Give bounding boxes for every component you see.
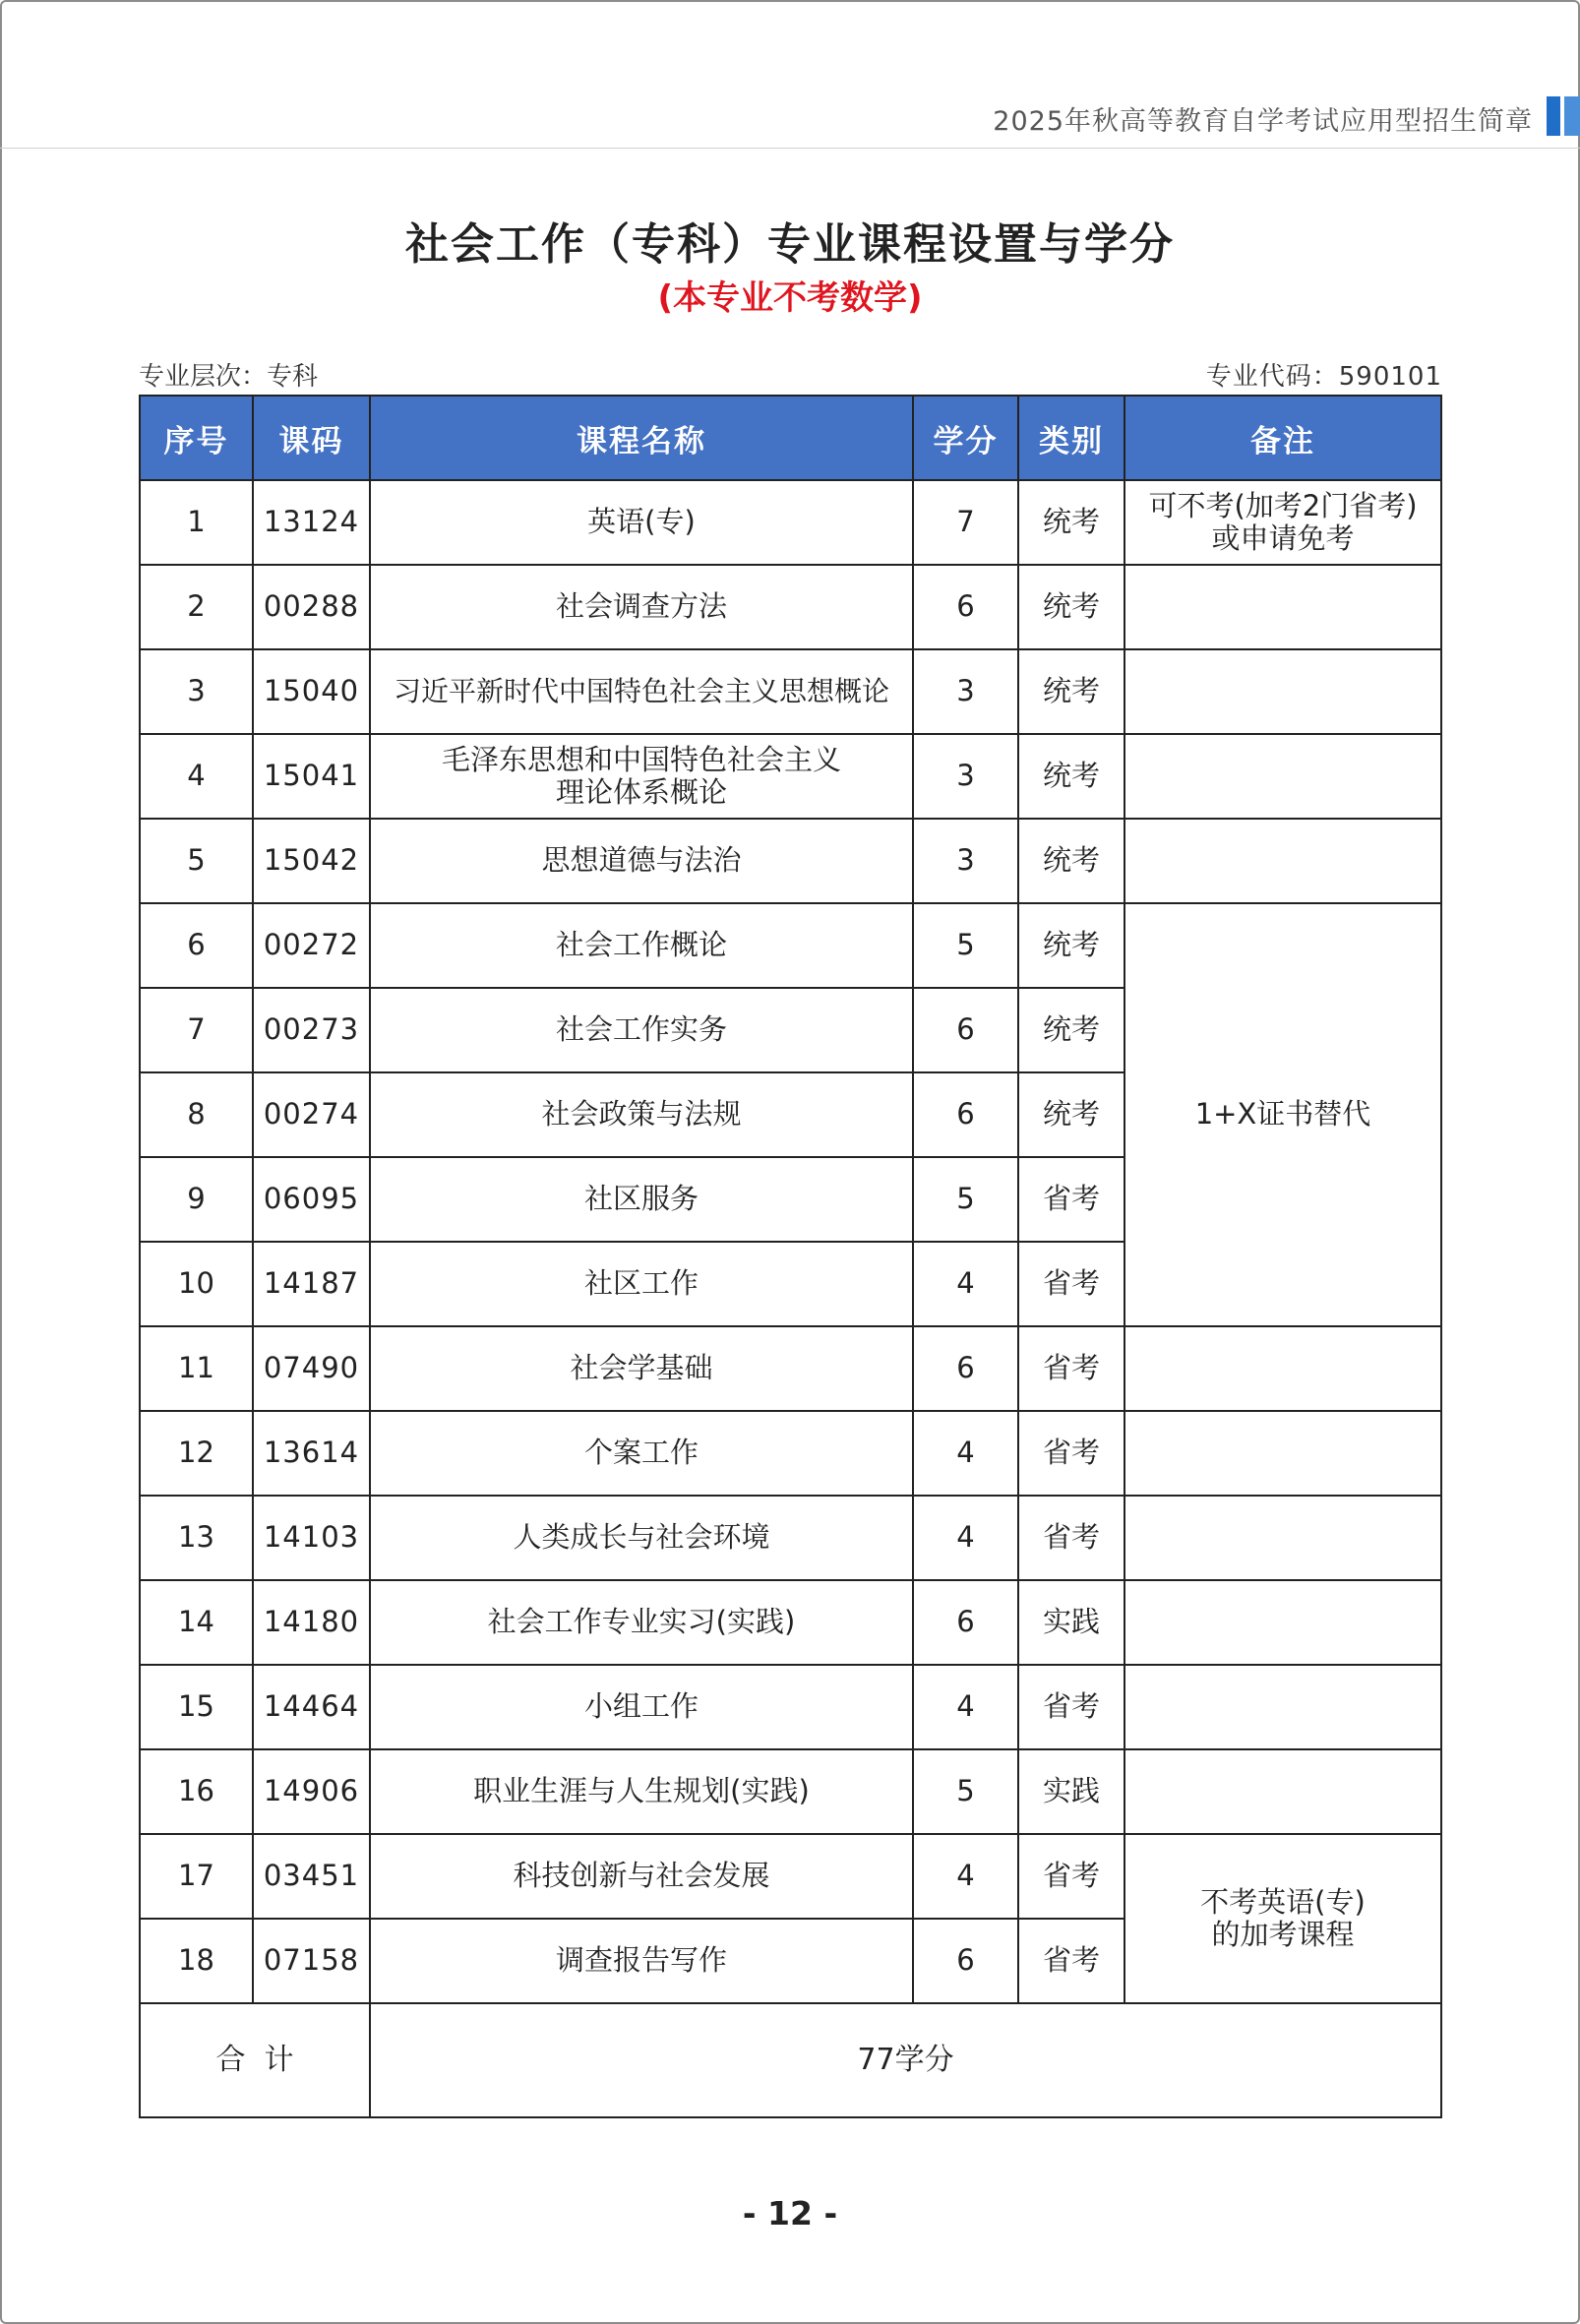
cell-name: 科技创新与社会发展 — [370, 1834, 913, 1919]
cell-code: 00274 — [253, 1072, 370, 1157]
cell-no: 2 — [140, 565, 253, 649]
cell-no: 11 — [140, 1326, 253, 1411]
cell-note-merged — [1124, 1834, 1441, 2003]
cell-no: 15 — [140, 1665, 253, 1749]
cell-no: 9 — [140, 1157, 253, 1242]
cell-name: 小组工作 — [370, 1665, 913, 1749]
cell-type: 省考 — [1018, 1919, 1124, 2003]
name-line: 毛泽东思想和中国特色社会主义 — [441, 742, 841, 776]
cell-credit: 6 — [913, 1326, 1018, 1411]
cell-code: 03451 — [253, 1834, 370, 1919]
cell-no: 7 — [140, 988, 253, 1072]
cell-no: 16 — [140, 1749, 253, 1834]
header-divider — [0, 148, 1580, 149]
cell-credit: 4 — [913, 1834, 1018, 1919]
cell-code: 07158 — [253, 1919, 370, 2003]
cell-credit: 6 — [913, 1919, 1018, 2003]
cell-name: 思想道德与法治 — [370, 819, 913, 903]
cell-no: 1 — [140, 480, 253, 565]
cell-credit: 3 — [913, 649, 1018, 734]
table-row — [140, 565, 1441, 649]
page-title: 社会工作（专科）专业课程设置与学分 — [405, 219, 1175, 270]
cell-type: 统考 — [1018, 734, 1124, 819]
cell-type: 省考 — [1018, 1411, 1124, 1496]
cell-type: 实践 — [1018, 1580, 1124, 1665]
table-row — [140, 649, 1441, 734]
cell-no: 5 — [140, 819, 253, 903]
cell-no: 4 — [140, 734, 253, 819]
cell-type: 统考 — [1018, 903, 1124, 988]
total-label: 合 计 — [140, 2003, 370, 2117]
cell-no: 13 — [140, 1496, 253, 1580]
cell-note — [1124, 480, 1441, 565]
cell-no: 3 — [140, 649, 253, 734]
header-accent-bar — [1547, 96, 1580, 136]
cell-code: 13124 — [253, 480, 370, 565]
note-line: 的加考课程 — [1211, 1918, 1355, 1951]
cell-name: 社会调查方法 — [370, 565, 913, 649]
cell-credit: 4 — [913, 1496, 1018, 1580]
table-row — [140, 1411, 1441, 1496]
cell-credit: 4 — [913, 1242, 1018, 1326]
cell-credit: 3 — [913, 819, 1018, 903]
cell-type: 省考 — [1018, 1834, 1124, 1919]
cell-type: 统考 — [1018, 565, 1124, 649]
table-row — [140, 1580, 1441, 1665]
page-number: - 12 - — [742, 2194, 838, 2232]
cell-code: 00272 — [253, 903, 370, 988]
cell-no: 10 — [140, 1242, 253, 1326]
table-row — [140, 1496, 1441, 1580]
cell-name: 社会工作实务 — [370, 988, 913, 1072]
cell-name: 职业生涯与人生规划(实践) — [370, 1749, 913, 1834]
cell-code: 14187 — [253, 1242, 370, 1326]
table-row — [140, 903, 1441, 988]
cell-type: 省考 — [1018, 1496, 1124, 1580]
cell-no: 14 — [140, 1580, 253, 1665]
cell-note — [1124, 734, 1441, 819]
table-row — [140, 1665, 1441, 1749]
cell-credit: 6 — [913, 988, 1018, 1072]
header-code: 课码 — [253, 396, 370, 480]
table-row — [140, 1326, 1441, 1411]
cell-code: 06095 — [253, 1157, 370, 1242]
cell-type: 省考 — [1018, 1665, 1124, 1749]
cell-name: 社会工作专业实习(实践) — [370, 1580, 913, 1665]
note-line: 不考英语(专) — [1200, 1884, 1366, 1919]
cell-no: 6 — [140, 903, 253, 988]
cell-credit: 6 — [913, 565, 1018, 649]
table-row — [140, 480, 1441, 565]
table-total-row — [140, 2003, 1441, 2117]
cell-code: 13614 — [253, 1411, 370, 1496]
cell-name: 个案工作 — [370, 1411, 913, 1496]
header-note: 备注 — [1124, 396, 1441, 480]
name-line: 理论体系概论 — [555, 775, 727, 809]
cell-no: 8 — [140, 1072, 253, 1157]
header-name: 课程名称 — [370, 396, 913, 480]
note-line: 可不考(加考2门省考) — [1148, 488, 1418, 522]
header-no: 序号 — [140, 396, 253, 480]
cell-code: 00273 — [253, 988, 370, 1072]
cell-credit: 4 — [913, 1665, 1018, 1749]
cell-code: 14464 — [253, 1665, 370, 1749]
cell-name: 人类成长与社会环境 — [370, 1496, 913, 1580]
cell-no: 17 — [140, 1834, 253, 1919]
cell-code: 14906 — [253, 1749, 370, 1834]
header-credit: 学分 — [913, 396, 1018, 480]
cell-type: 统考 — [1018, 988, 1124, 1072]
table-row — [140, 1749, 1441, 1834]
course-table — [139, 395, 1442, 2118]
cell-note — [1124, 1665, 1441, 1749]
page-subtitle: (本专业不考数学) — [657, 278, 923, 318]
cell-credit: 4 — [913, 1411, 1018, 1496]
cell-credit: 3 — [913, 734, 1018, 819]
note-line: 或申请免考 — [1211, 521, 1355, 555]
cell-code: 14180 — [253, 1580, 370, 1665]
cell-code: 00288 — [253, 565, 370, 649]
cell-type: 实践 — [1018, 1749, 1124, 1834]
cell-no: 18 — [140, 1919, 253, 2003]
running-title: 2025年秋高等教育自学考试应用型招生简章 — [993, 105, 1533, 137]
cell-code: 15042 — [253, 819, 370, 903]
cell-note — [1124, 1496, 1441, 1580]
cell-type: 省考 — [1018, 1157, 1124, 1242]
cell-type: 省考 — [1018, 1242, 1124, 1326]
cell-name: 社区工作 — [370, 1242, 913, 1326]
cell-code: 07490 — [253, 1326, 370, 1411]
cell-name: 习近平新时代中国特色社会主义思想概论 — [370, 649, 913, 734]
cell-no: 12 — [140, 1411, 253, 1496]
cell-note — [1124, 1326, 1441, 1411]
cell-code: 15040 — [253, 649, 370, 734]
cell-note — [1124, 565, 1441, 649]
cell-credit: 5 — [913, 1749, 1018, 1834]
header-type: 类别 — [1018, 396, 1124, 480]
cell-name: 社区服务 — [370, 1157, 913, 1242]
cell-name — [370, 734, 913, 819]
running-header — [0, 98, 1547, 138]
cell-credit: 5 — [913, 1157, 1018, 1242]
cell-type: 统考 — [1018, 480, 1124, 565]
cell-name: 社会政策与法规 — [370, 1072, 913, 1157]
cell-note — [1124, 1580, 1441, 1665]
table-row — [140, 734, 1441, 819]
cell-name: 调查报告写作 — [370, 1919, 913, 2003]
table-row — [140, 1834, 1441, 1919]
cell-note — [1124, 1411, 1441, 1496]
cell-credit: 6 — [913, 1580, 1018, 1665]
cell-note — [1124, 819, 1441, 903]
cell-code: 15041 — [253, 734, 370, 819]
total-value: 77学分 — [370, 2003, 1441, 2117]
major-level: 专业层次：专科 — [139, 362, 319, 392]
cell-credit: 6 — [913, 1072, 1018, 1157]
major-code: 专业代码：590101 — [1205, 362, 1442, 392]
cell-credit: 7 — [913, 480, 1018, 565]
cell-note — [1124, 1749, 1441, 1834]
cell-name: 英语(专) — [370, 480, 913, 565]
cell-type: 省考 — [1018, 1326, 1124, 1411]
cell-type: 统考 — [1018, 1072, 1124, 1157]
table-header-row — [140, 396, 1441, 480]
table-row — [140, 819, 1441, 903]
cell-credit: 5 — [913, 903, 1018, 988]
cell-type: 统考 — [1018, 649, 1124, 734]
cell-code: 14103 — [253, 1496, 370, 1580]
cell-type: 统考 — [1018, 819, 1124, 903]
cell-note-merged: 1+X证书替代 — [1124, 903, 1441, 1326]
cell-name: 社会工作概论 — [370, 903, 913, 988]
cell-note — [1124, 649, 1441, 734]
cell-name: 社会学基础 — [370, 1326, 913, 1411]
